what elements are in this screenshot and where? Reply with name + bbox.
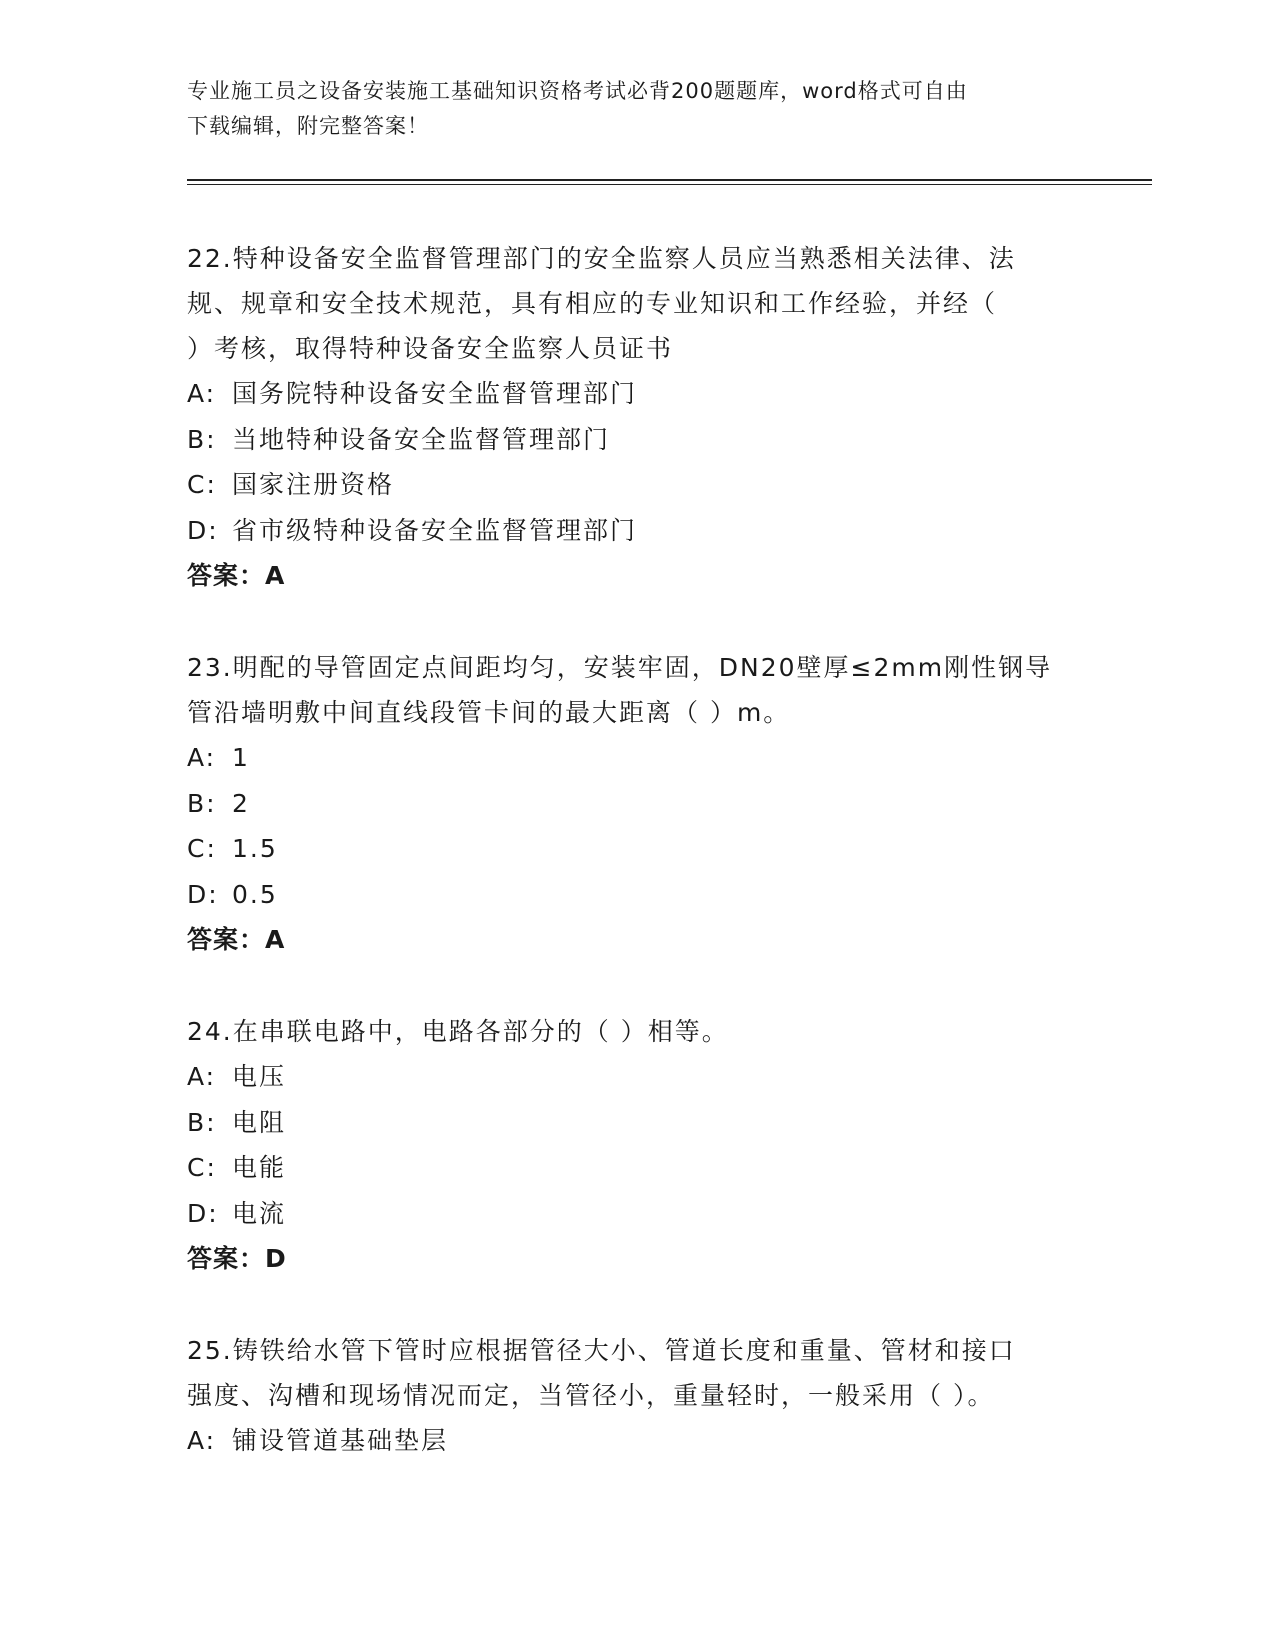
option-d: D: 省市级特种设备安全监督管理部门 — [187, 515, 638, 545]
question-stem-line: 管沿墙明敷中间直线段管卡间的最大距离（ ）m。 — [187, 698, 791, 727]
option-c: C: 国家注册资格 — [187, 470, 395, 499]
header-line-2: 下载编辑，附完整答案！ — [187, 114, 429, 138]
question-stem-line: 24.在串联电路中，电路各部分的（ ）相等。 — [187, 1017, 729, 1046]
header-line-1: 专业施工员之设备安装施工基础知识资格考试必背200题题库，word格式可自由 — [187, 79, 968, 103]
option-a: A: 铺设管道基础垫层 — [187, 1426, 449, 1455]
option-d: D: 电流 — [187, 1198, 287, 1228]
header-rule-thick — [187, 179, 1152, 181]
option-d: D: 0.5 — [187, 879, 278, 909]
question-stem-line: 强度、沟槽和现场情况而定，当管径小，重量轻时，一般采用（ ）。 — [187, 1381, 995, 1410]
document-header — [187, 74, 1087, 144]
question-23 — [187, 645, 1087, 963]
answer-line: 答案：A — [187, 561, 286, 590]
option-b: B: 电阻 — [187, 1107, 287, 1137]
question-stem-line: 22.特种设备安全监督管理部门的安全监察人员应当熟悉相关法律、法 — [187, 244, 1016, 273]
option-a: A: 电压 — [187, 1062, 287, 1091]
question-25 — [187, 1328, 1087, 1464]
question-24 — [187, 1009, 1087, 1282]
header-rule-thin — [187, 184, 1152, 185]
option-b: B: 当地特种设备安全监督管理部门 — [187, 424, 611, 454]
answer-line: 答案：A — [187, 925, 286, 954]
question-stem-line: ）考核，取得特种设备安全监察人员证书 — [187, 334, 674, 363]
option-a: A: 国务院特种设备安全监督管理部门 — [187, 379, 638, 408]
option-a: A: 1 — [187, 743, 250, 772]
option-c: C: 电能 — [187, 1153, 287, 1182]
answer-line: 答案：D — [187, 1244, 287, 1273]
option-b: B: 2 — [187, 788, 250, 818]
question-22 — [187, 236, 1087, 599]
question-stem-line: 规、规章和安全技术规范，具有相应的专业知识和工作经验，并经（ — [187, 289, 998, 318]
option-c: C: 1.5 — [187, 834, 278, 863]
question-stem-line: 25.铸铁给水管下管时应根据管径大小、管道长度和重量、管材和接口 — [187, 1336, 1016, 1365]
question-stem-line: 23.明配的导管固定点间距均匀，安装牢固，DN20壁厚≤2mm刚性钢导 — [187, 653, 1053, 682]
question-list — [187, 236, 1087, 1510]
